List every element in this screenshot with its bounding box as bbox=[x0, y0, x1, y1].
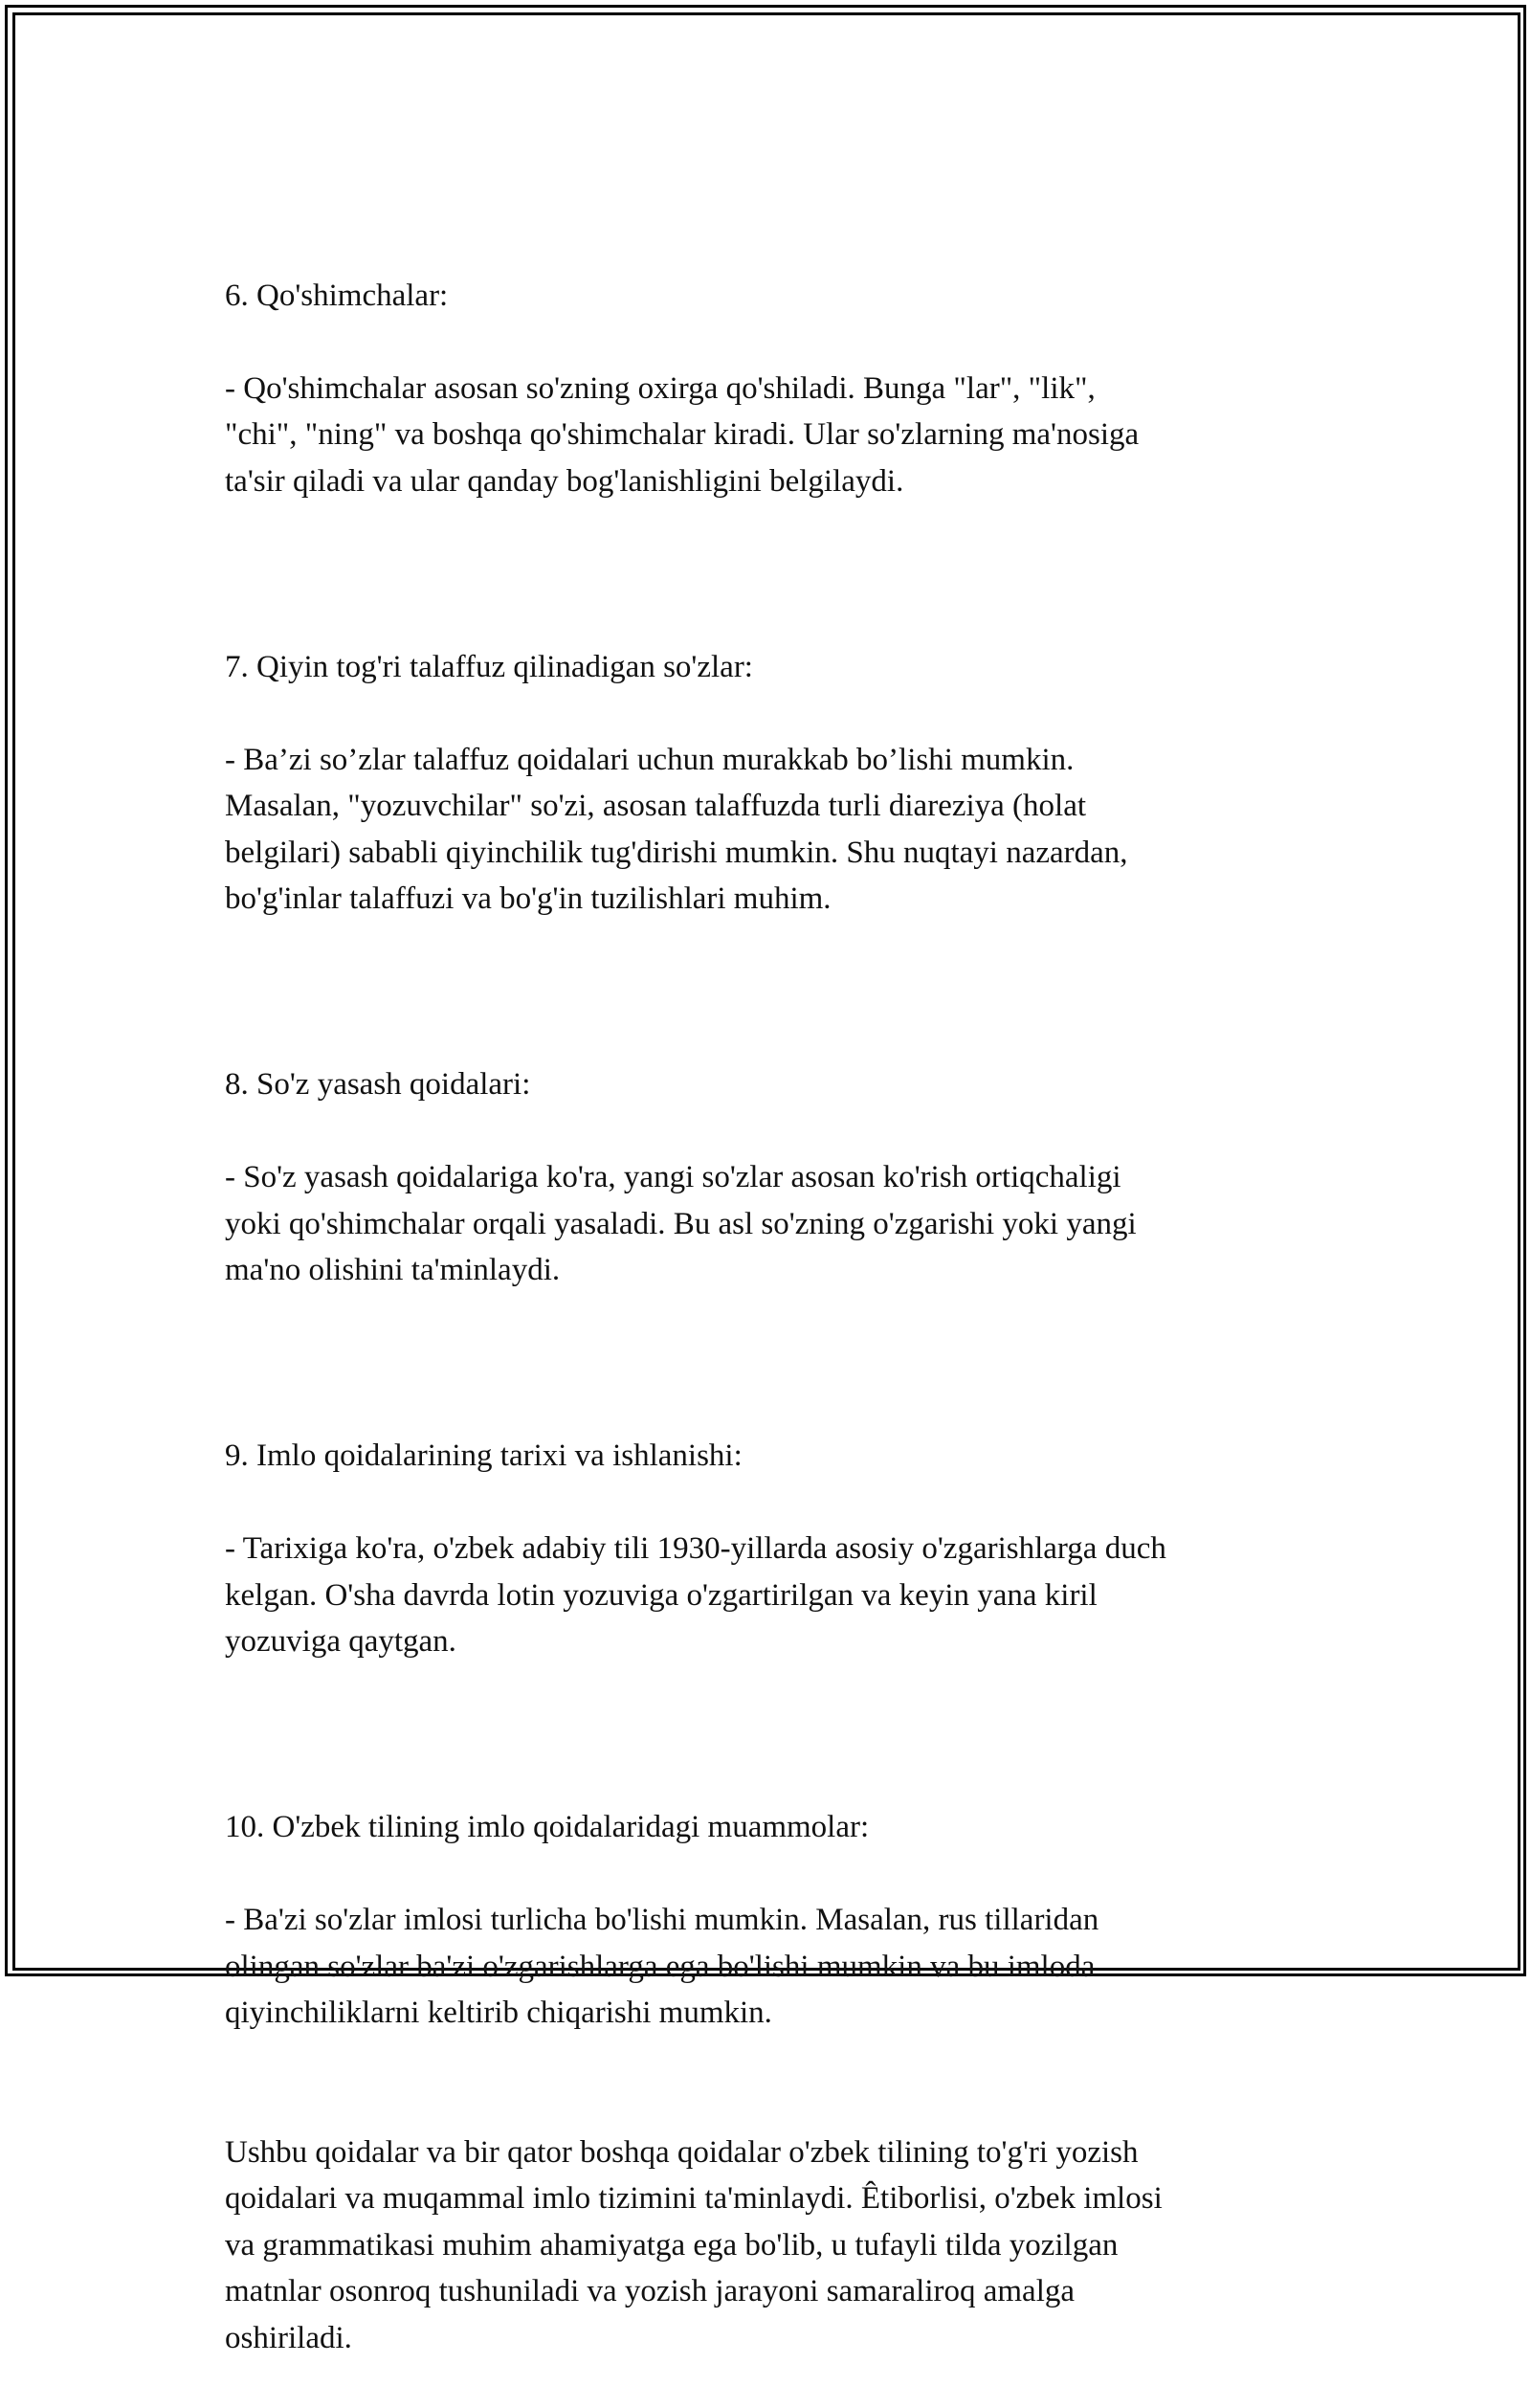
document-body bbox=[225, 226, 1316, 2408]
section-text: - So'z yasash qoidalariga ko'ra, yangi so'zlar asosan ko'rish ortiqchaligi yoki qo'shimchalar orqali yasaladi. Bu asl so'zning o'zgarishi yoki yangi ma'no olishini ta'minlaydi. bbox=[225, 1160, 1137, 1287]
section-text: - Ba’zi so’zlar talaffuz qoidalari uchun murakkab bo’lishi mumkin. Masalan, "yozuvchilar" so'zi, asosan talaffuzda turli diareziya (holat belgilari) sababli qiyinchilik tug'dirishi mumkin. Shu nuqtayi nazardan, bo'g'inlar talaffuzi va bo'g'in tuzilishlari muhim. bbox=[225, 742, 1128, 916]
section-text: - Qo'shimchalar asosan so'zning oxirga qo'shiladi. Bunga "lar", "lik", "chi", "ning" va boshqa qo'shimchalar kiradi. Ular so'zlarning ma'nosiga ta'sir qiladi va ular qanday bog'lanishligini belgilaydi. bbox=[225, 370, 1140, 499]
conclusion-paragraph: Ushbu qoidalar va bir qator boshqa qoidalar o'zbek tilining to'g'ri yozish qoidalari va muqammal imlo tizimini ta'minlaydi. Êtiborlisi, o'zbek imlosi va grammatikasi muhim ahamiyatga ega bo'lib, u tufayli tilda yozilgan matnlar osonroq tushuniladi va yozish jarayoni samaraliroq amalga oshiriladi. bbox=[225, 2134, 1163, 2355]
section-title: 6. Qo'shimchalar: bbox=[225, 278, 449, 313]
section-text: - Tarixiga ko'ra, o'zbek adabiy tili 1930-yillarda asosiy o'zgarishlarga duch kelgan. O'sha davrda lotin yozuviga o'zgartirilgan va keyin yana kiril yozuviga qaytgan. bbox=[225, 1531, 1166, 1659]
section-title: 10. O'zbek tilining imlo qoidalaridagi muammolar: bbox=[225, 1810, 870, 1844]
section-title: 9. Imlo qoidalarining tarixi va ishlanishi: bbox=[225, 1438, 743, 1473]
section-7 bbox=[225, 597, 1316, 969]
section-8 bbox=[225, 1015, 1316, 1341]
section-text: - Ba'zi so'zlar imlosi turlicha bo'lishi mumkin. Masalan, rus tillaridan olingan so'zlar ba'zi o'zgarishlarga ega bo'lishi mumkin va bu imloda qiyinchiliklarni keltirib chiqarishi mumkin. bbox=[225, 1903, 1099, 2030]
section-10 bbox=[225, 1758, 1316, 2084]
section-title: 8. So'z yasash qoidalari: bbox=[225, 1067, 531, 1102]
section-6 bbox=[225, 226, 1316, 551]
section-9 bbox=[225, 1387, 1316, 1712]
section-title: 7. Qiyin tog'ri talaffuz qilinadigan so'zlar: bbox=[225, 649, 753, 684]
